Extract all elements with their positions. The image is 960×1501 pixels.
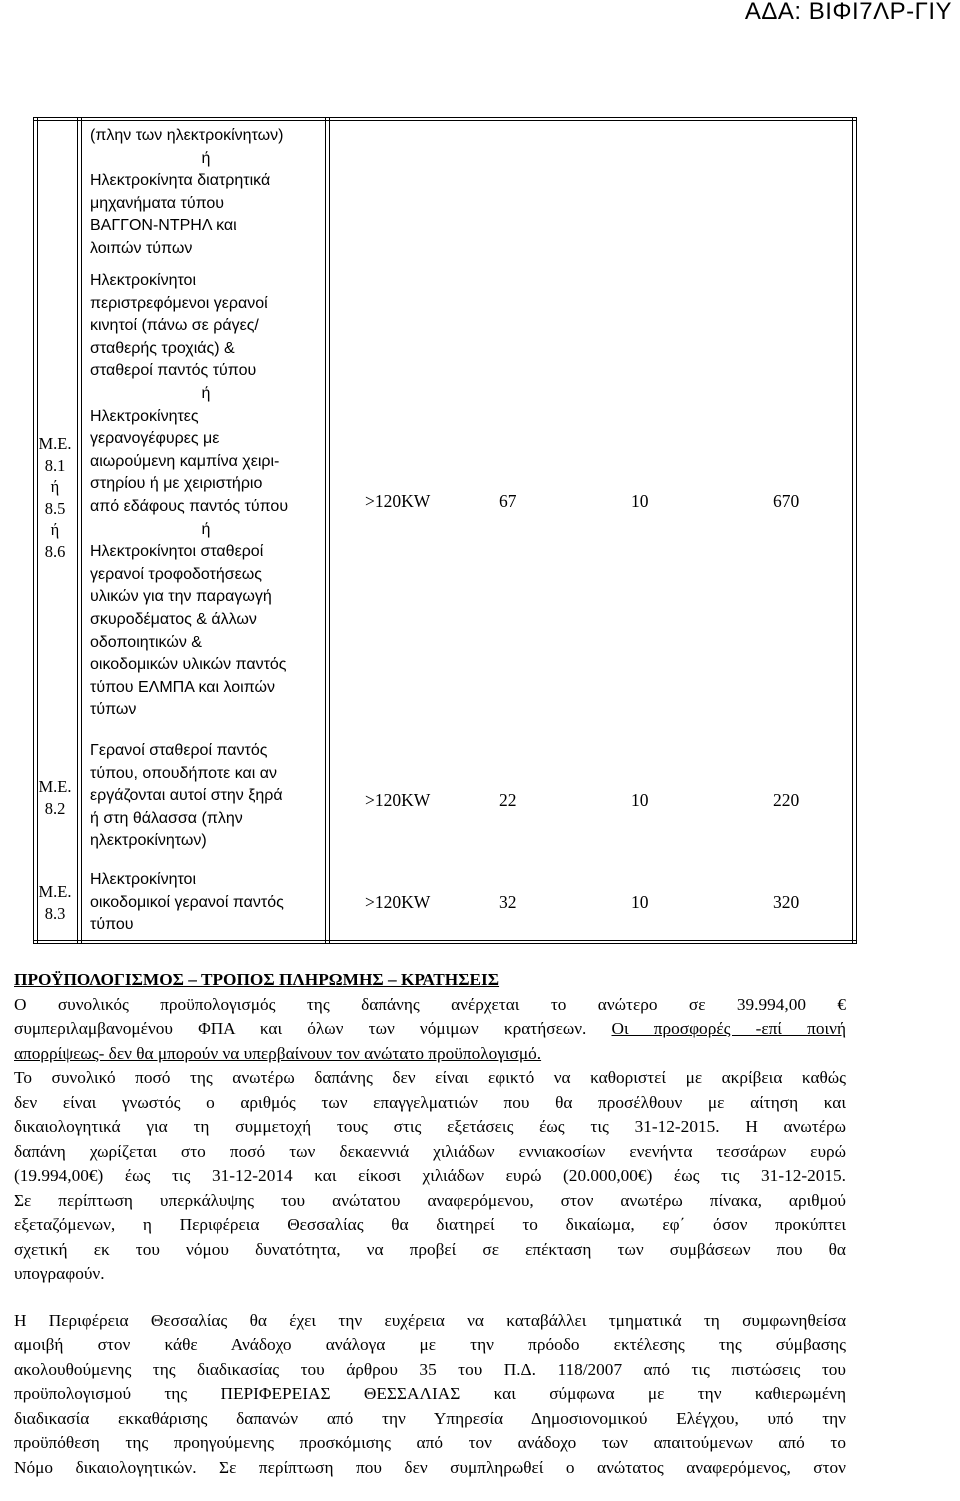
- power-value: >120KW: [365, 790, 431, 810]
- desc-line: περιστρεφόμενοι γερανοί: [90, 294, 268, 312]
- desc-line: εργάζονται αυτοί στην ξηρά: [90, 787, 283, 805]
- desc-line: υλικών για την παραγωγή: [90, 588, 272, 606]
- desc-line: κινητοί (πάνω σε ράγες/: [90, 317, 259, 335]
- desc-line: από εδάφους παντός τύπου: [90, 497, 289, 515]
- desc-line: ή στη θάλασσα (πλην: [90, 809, 243, 827]
- row1-description: [90, 125, 322, 261]
- row2-code: [37, 433, 73, 562]
- budget-section: [14, 968, 846, 1480]
- p2-line: δικαιολογητικά για τη συμμετοχή τους στις εξετάσεις έως τις 31-12-2015. Η ανωτέρω: [14, 1117, 846, 1136]
- desc-line: σταθερής τροχιάς) &: [90, 339, 235, 357]
- desc-line: αιωρούμενη καμπίνα χειρι-: [90, 452, 280, 470]
- p2-line: Το συνολικό ποσό της ανωτέρω δαπάνης δεν είναι εφικτό να καθοριστεί με ακρίβεια καθώς: [14, 1068, 846, 1087]
- row3-description: [90, 740, 322, 853]
- desc-line: Ηλεκτροκίνητοι: [90, 871, 197, 888]
- desc-line: τύπου ΕΛΜΠΑ και λοιπών: [90, 678, 276, 696]
- value-2: 10: [631, 491, 649, 511]
- p3-line: ακολουθούμενης της διαδικασίας του άρθρου 35 του Π.Δ. 118/2007 από τις πιστώσεις του: [14, 1359, 846, 1379]
- fee-table: [33, 117, 857, 944]
- desc-line: οδοποιητικών &: [90, 633, 202, 651]
- desc-line: γερανογέφυρες με: [90, 430, 220, 448]
- code-line: Μ.Ε.: [38, 434, 72, 453]
- desc-line: σκυροδέματος & άλλων: [90, 610, 257, 628]
- p2-line: υπογραφούν.: [14, 1264, 105, 1283]
- desc-line: οικοδομικών υλικών παντός: [90, 656, 287, 674]
- desc-line: ΒΑΓΓΟΝ-ΝΤΡΗΛ και: [90, 217, 237, 235]
- row4-code: [37, 881, 73, 924]
- p2-line: (19.994,00€) έως τις 31-12-2014 και είκοσι χιλιάδων ευρώ (20.000,00€) έως τις 31-12-2015.: [14, 1166, 846, 1185]
- value-2: 10: [631, 790, 649, 810]
- desc-line: ή: [201, 149, 211, 167]
- code-line: 8.2: [44, 798, 66, 818]
- value-3: 320: [773, 892, 800, 912]
- p3-line: αμοιβή στον κάθε Ανάδοχο ανάλογα με την πρόοδο εκτέλεσης της σύμβασης: [14, 1335, 846, 1354]
- ada-code: ΑΔΑ: ΒΙΦΙ7ΛΡ-ΓΙΥ: [744, 0, 952, 25]
- value-1: 22: [499, 790, 517, 810]
- code-line: ή: [50, 520, 60, 539]
- code-line: ή: [50, 477, 60, 496]
- code-line: 8.5: [44, 498, 66, 518]
- code-line: Μ.Ε.: [38, 777, 72, 796]
- desc-line: μηχανήματα τύπου: [90, 194, 225, 212]
- desc-line: ηλεκτροκίνητων): [90, 832, 207, 850]
- desc-line: Ηλεκτροκίνητοι: [90, 272, 197, 289]
- power-value: >120KW: [365, 892, 431, 912]
- row3-code: [37, 776, 73, 819]
- code-line: Μ.Ε.: [38, 882, 72, 901]
- value-1: 32: [499, 892, 517, 912]
- desc-line: τύπου, οπουδήποτε και αν: [90, 764, 278, 782]
- desc-line: σταθεροί παντός τύπου: [90, 362, 257, 380]
- budget-limit-note-end: απορρίψεως- δεν θα μπορούν να υπερβαίνουν τον ανώτατο προϋπολογισμό.: [14, 1043, 542, 1063]
- p3-line: διαδικασία εκκαθάρισης δαπανών από την Υπηρεσία Δημοσιονομικού Ελέγχου, υπό την: [14, 1408, 846, 1428]
- p2-line: δαπάνη χωρίζεται στο ποσό των δεκαεννιά χιλιάδων εννιακοσίων ενενήντα τεσσάρων ευρώ: [14, 1141, 846, 1161]
- p2-line: Σε περίπτωση υπερκάλυψης του ανώτατου αναφερόμενου, στον ανωτέρω πίνακα, αριθμού: [14, 1190, 846, 1210]
- budget-text: συμπεριλαμβανομένου ΦΠΑ και όλων των νόμιμων κρατήσεων.: [14, 1019, 612, 1038]
- budget-heading: ΠΡΟΫΠΟΛΟΓΙΣΜΟΣ – ΤΡΟΠΟΣ ΠΛΗΡΩΜΗΣ – ΚΡΑΤΗΣΕΙΣ: [14, 970, 500, 989]
- desc-line: τύπων: [90, 701, 137, 719]
- p2-line: εξεταζόμενων, η Περιφέρεια Θεσσαλίας θα διατηρεί το δικαίωμα, εφ΄ όσον προκύπτει: [14, 1215, 846, 1234]
- budget-limit-note: Οι προσφορές -επί ποινή: [611, 1019, 846, 1038]
- budget-line: [14, 1017, 846, 1042]
- p3-line: προϋπολογισμού της ΠΕΡΙΦΕΡΕΙΑΣ ΘΕΣΣΑΛΙΑΣ και σύμφωνα με την καθιερωμένη: [14, 1384, 846, 1403]
- desc-line: Ηλεκτροκίνητες: [90, 407, 199, 425]
- code-line: 8.1: [44, 455, 66, 475]
- desc-line: (πλην των ηλεκτροκίνητων): [90, 127, 284, 144]
- budget-line: Ο συνολικός προϋπολογισμός της δαπάνης ανέρχεται το ανώτερο σε 39.994,00 €: [14, 994, 846, 1014]
- desc-line: Γερανοί σταθεροί παντός: [90, 742, 268, 759]
- value-2: 10: [631, 892, 649, 912]
- power-value: >120KW: [365, 491, 431, 511]
- desc-line: οικοδομικοί γερανοί παντός: [90, 893, 284, 911]
- p2-line: σχετική εκ του νόμου δυνατότητα, να προβεί σε επέκταση των συμβάσεων που θα: [14, 1239, 846, 1259]
- p3-line: προϋπόθεση της προηγούμενης προσκόμισης από τον ανάδοχο των απαιτούμενων από το: [14, 1433, 846, 1452]
- desc-line: Ηλεκτροκίνητα διατρητικά: [90, 172, 271, 190]
- p2-line: δεν είναι γνωστός ο αριθμός των επαγγελματιών που θα προσέλθουν με αίτηση και: [14, 1092, 846, 1112]
- desc-line: ή: [201, 520, 211, 538]
- desc-line: τύπου: [90, 916, 134, 934]
- desc-line: λοιπών τύπων: [90, 239, 193, 257]
- value-3: 220: [773, 790, 800, 810]
- value-1: 67: [499, 491, 517, 511]
- row4-description: [90, 869, 322, 937]
- desc-line: Ηλεκτροκίνητοι σταθεροί: [90, 543, 264, 561]
- p3-line: Νόμο δικαιολογητικών. Σε περίπτωση που δεν συμπληρωθεί ο ανώτατος αναφερόμενος, στον: [14, 1457, 846, 1477]
- code-line: 8.3: [44, 903, 66, 923]
- code-line: 8.6: [44, 541, 66, 561]
- desc-line: ή: [201, 384, 211, 402]
- row2-description: [90, 270, 322, 722]
- p3-line: Η Περιφέρεια Θεσσαλίας θα έχει την ευχέρεια να καταβάλλει τμηματικά τη συμφωνηθείσα: [14, 1310, 846, 1330]
- desc-line: γερανοί τροφοδοτήσεως: [90, 565, 262, 583]
- desc-line: στηρίου ή με χειριστήριο: [90, 475, 263, 493]
- value-3: 670: [773, 491, 800, 511]
